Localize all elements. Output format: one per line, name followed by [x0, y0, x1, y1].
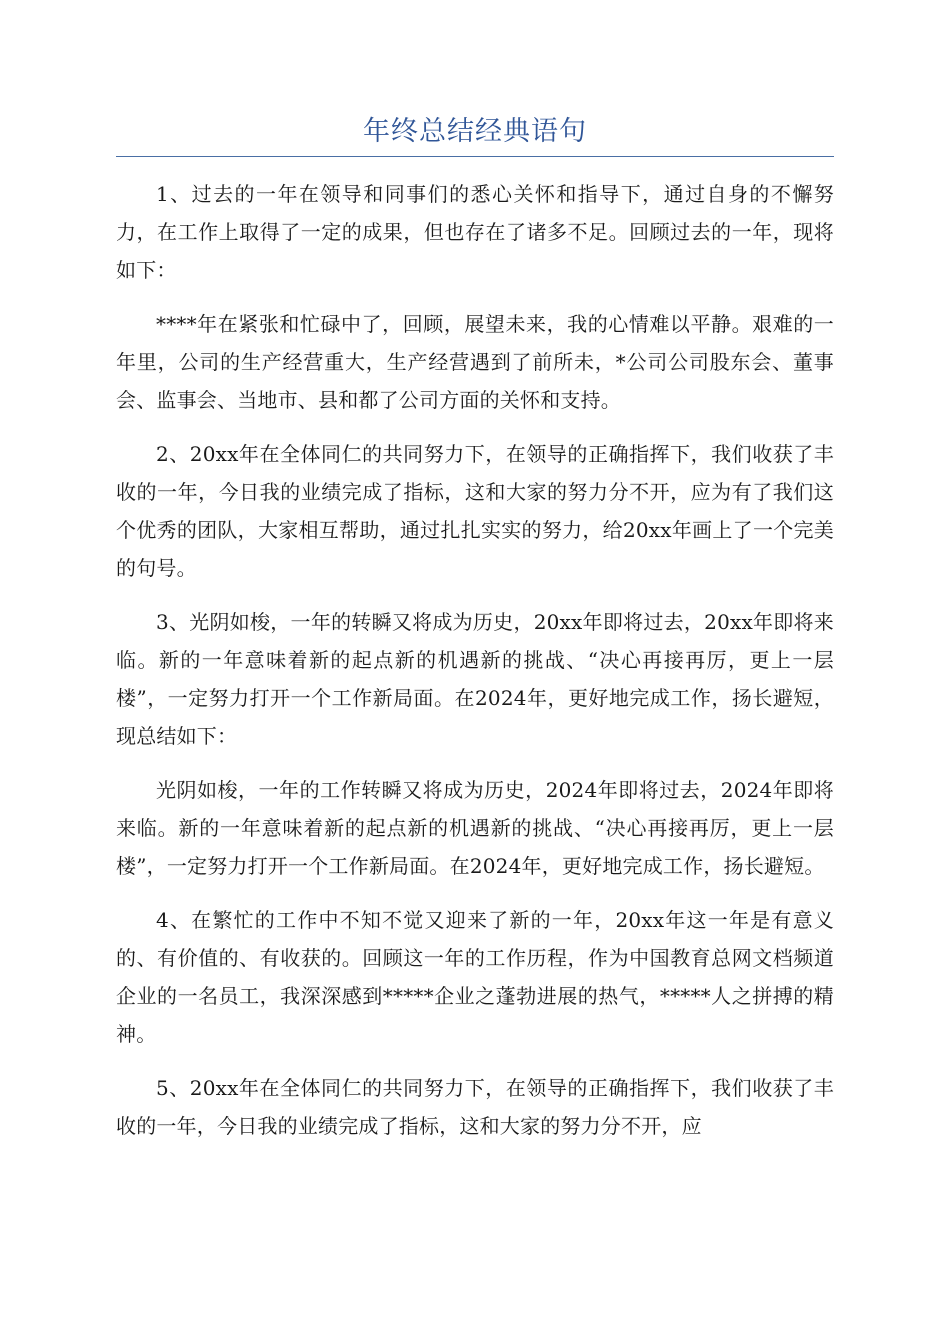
- paragraph-6: 4、在繁忙的工作中不知不觉又迎来了新的一年，20xx年这一年是有意义的、有价值的、有收获的。回顾这一年的工作历程，作为中国教育总网文档频道企业的一名员工，我深深感到*****企业之蓬勃进展的热气，*****人之拼搏的精神。: [116, 908, 834, 1046]
- paragraph-5: 光阴如梭，一年的工作转瞬又将成为历史，2024年即将过去，2024年即将来临。新的一年意味着新的起点新的机遇新的挑战、“决心再接再厉，更上一层楼”，一定努力打开一个工作新局面。在2024年，更好地完成工作，扬长避短。: [116, 778, 834, 878]
- paragraph-4: 3、光阴如梭，一年的转瞬又将成为历史，20xx年即将过去，20xx年即将来临。新的一年意味着新的起点新的机遇新的挑战、“决心再接再厉，更上一层楼”，一定努力打开一个工作新局面。在2024年，更好地完成工作，扬长避短，现总结如下：: [116, 610, 834, 748]
- paragraph-2: ****年在紧张和忙碌中了，回顾，展望未来，我的心情难以平静。艰难的一年里，公司的生产经营重大，生产经营遇到了前所未，*公司公司股东会、董事会、监事会、当地市、县和都了公司方面的关怀和支持。: [116, 312, 834, 412]
- paragraph-1: 1、过去的一年在领导和同事们的悉心关怀和指导下，通过自身的不懈努力，在工作上取得了一定的成果，但也存在了诸多不足。回顾过去的一年，现将如下：: [116, 182, 834, 282]
- document-body: [116, 175, 834, 1161]
- paragraph-7: 5、20xx年在全体同仁的共同努力下，在领导的正确指挥下，我们收获了丰收的一年，今日我的业绩完成了指标，这和大家的努力分不开，应: [116, 1076, 834, 1138]
- document-title: 年终总结经典语句: [363, 116, 587, 147]
- paragraph-3: 2、20xx年在全体同仁的共同努力下，在领导的正确指挥下，我们收获了丰收的一年，今日我的业绩完成了指标，这和大家的努力分不开，应为有了我们这个优秀的团队，大家相互帮助，通过扎扎实实的努力，给20xx年画上了一个完美的句号。: [116, 442, 834, 580]
- title-block: [116, 112, 834, 157]
